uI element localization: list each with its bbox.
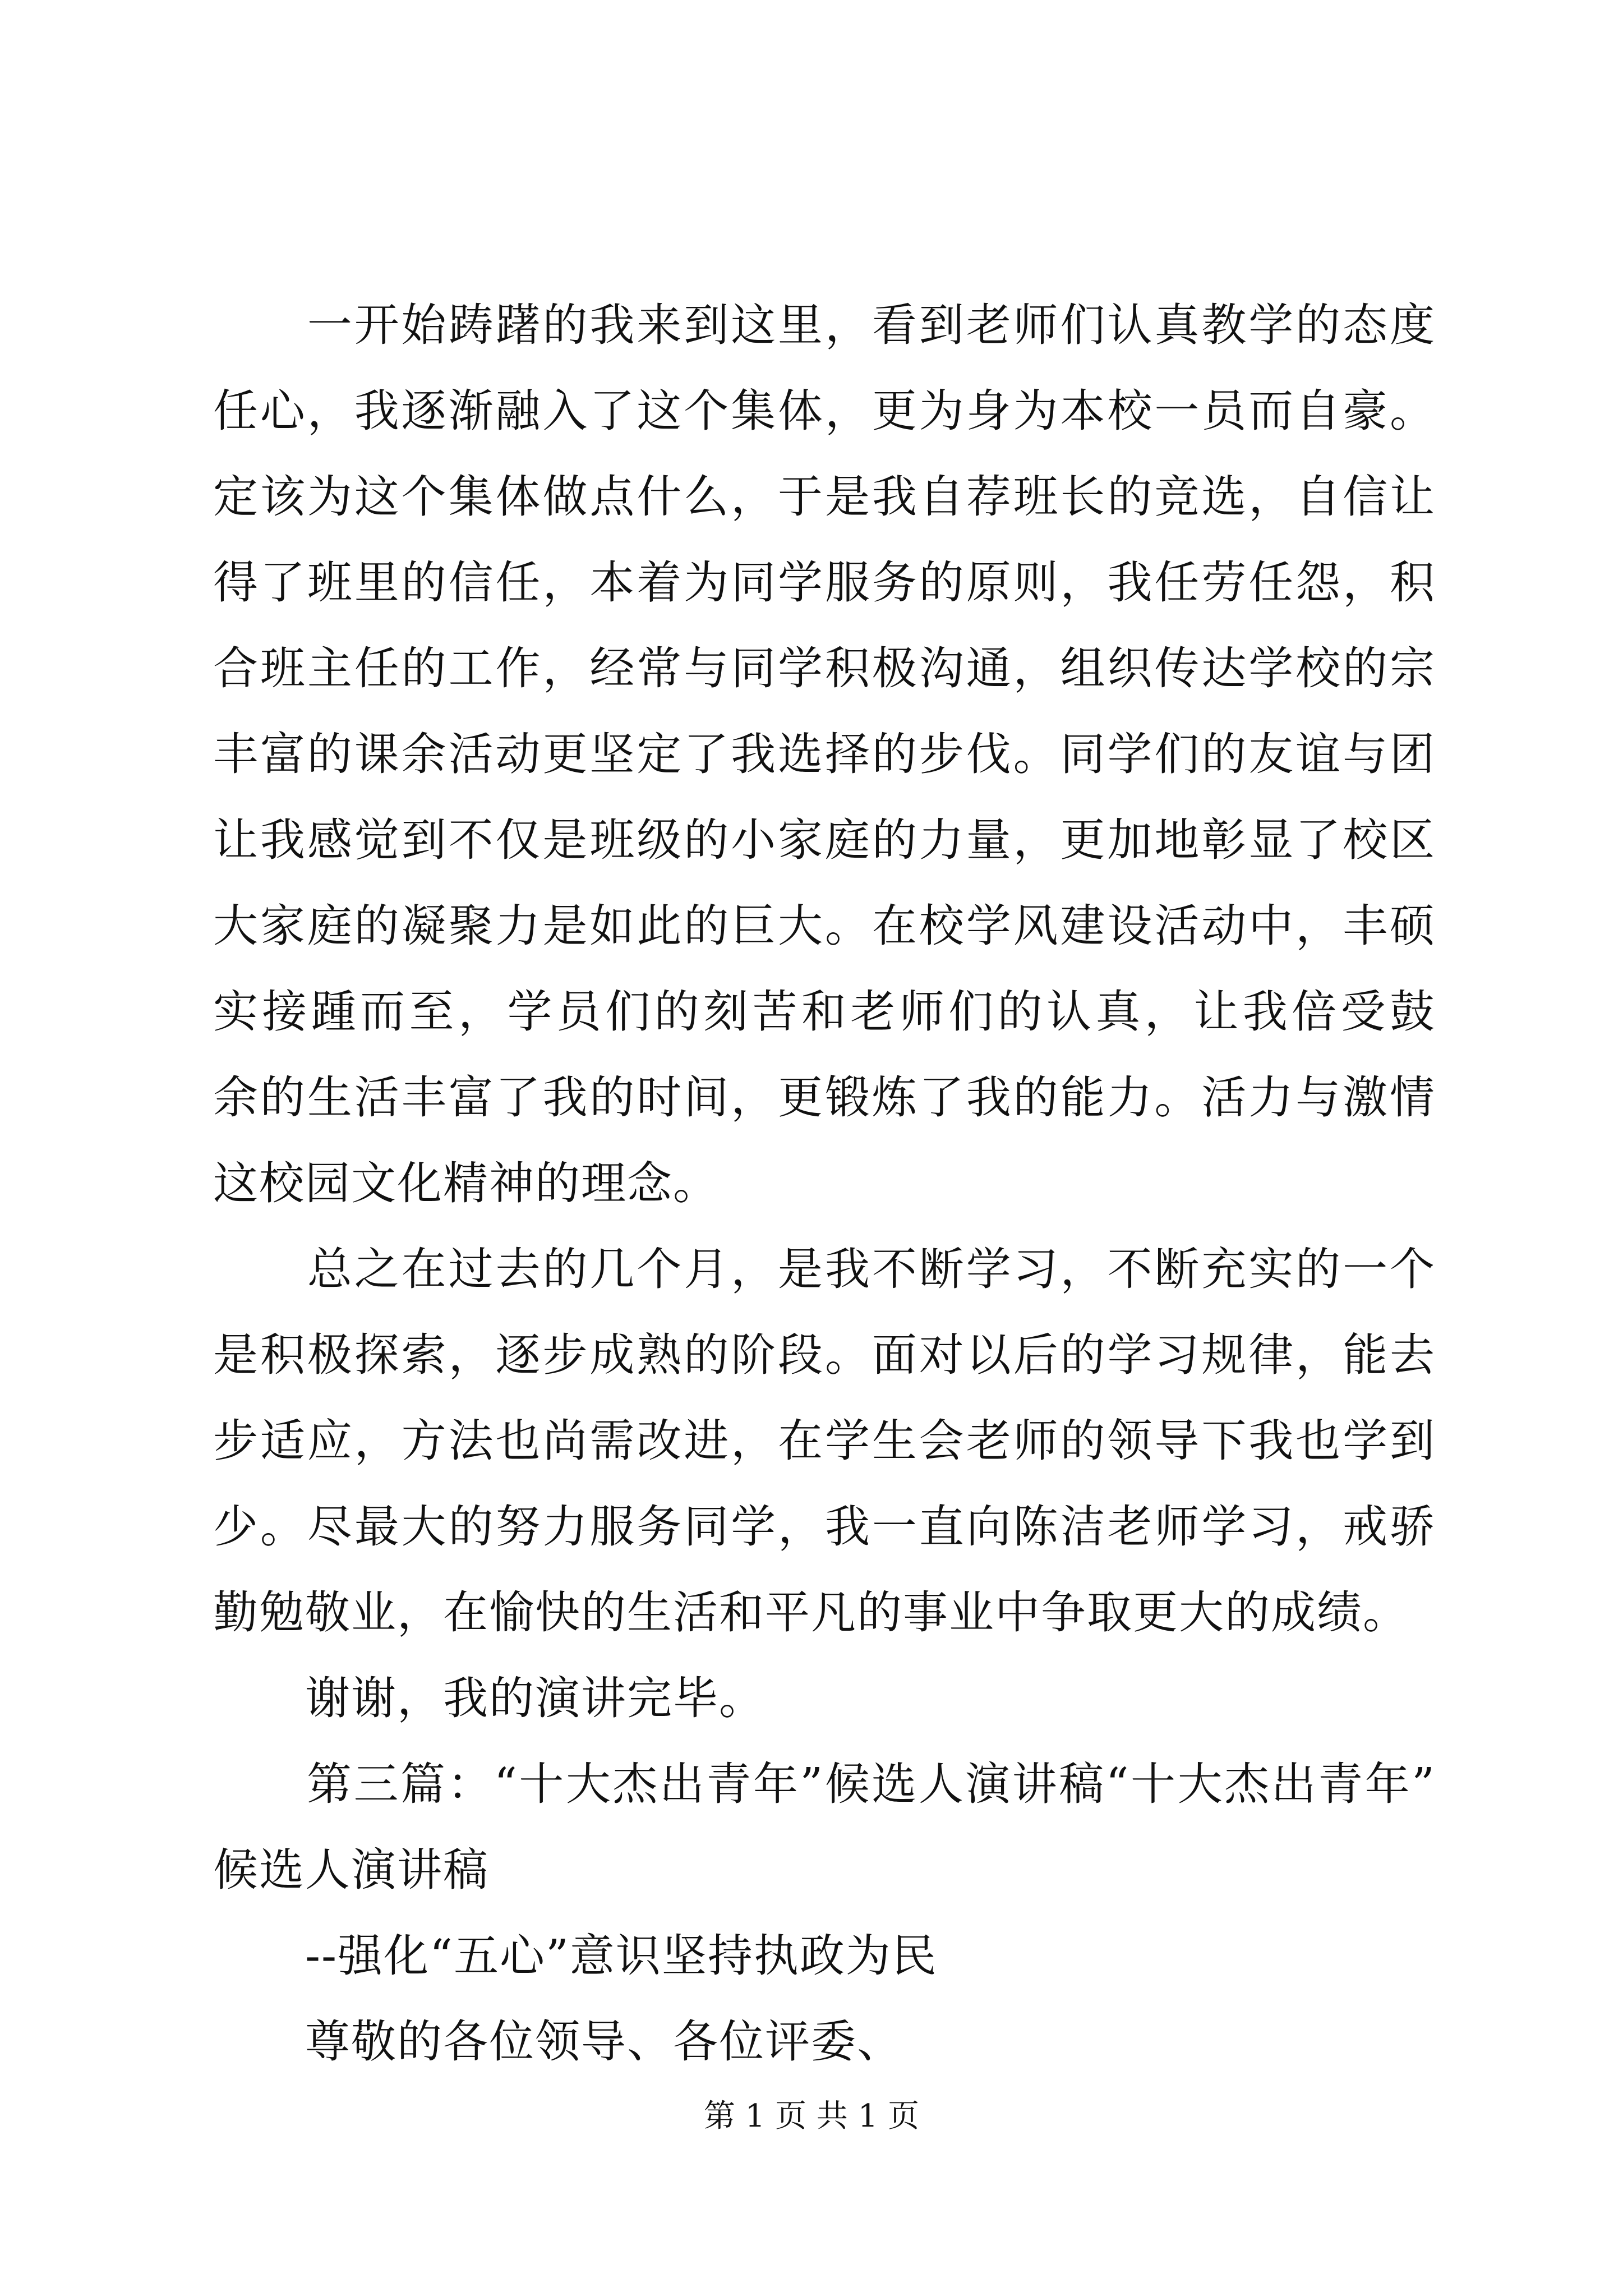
salutation-line: 尊敬的各位领导、各位评委、 <box>213 2016 903 2068</box>
paragraph-line: 实接踵而至，学员们的刻苦和老师们的认真，让我倍受鼓 <box>213 986 1436 1038</box>
paragraph-line: 步适应，方法也尚需改进，在学生会老师的领导下我也学到 <box>213 1415 1436 1467</box>
paragraph-line: 这校园文化精神的理念。 <box>213 1157 719 1209</box>
section-heading-line: 候选人演讲稿 <box>213 1844 489 1896</box>
paragraph-line: 任心，我逐渐融入了这个集体，更为身为本校一员而自豪。 <box>213 385 1436 437</box>
subtitle-line: --强化“五心”意识坚持执政为民 <box>213 1930 938 1982</box>
paragraph-line: 大家庭的凝聚力是如此的巨大。在校学风建设活动中，丰硕 <box>213 900 1436 952</box>
paragraph-line: 一开始踌躇的我来到这里，看到老师们认真教学的态度 <box>307 299 1436 351</box>
paragraph-line: 谢谢，我的演讲完毕。 <box>213 1672 765 1724</box>
paragraph-line: 总之在过去的几个月，是我不断学习，不断充实的一个 <box>307 1243 1436 1295</box>
paragraph-line: 得了班里的信任，本着为同学服务的原则，我任劳任怨，积 <box>213 556 1436 609</box>
paragraph-line: 丰富的课余活动更坚定了我选择的步伐。同学们的友谊与团 <box>213 728 1436 780</box>
paragraph-line: 定该为这个集体做点什么，于是我自荐班长的竞选，自信让 <box>213 471 1436 523</box>
paragraph-line: 让我感觉到不仅是班级的小家庭的力量，更加地彰显了校区 <box>213 814 1436 866</box>
paragraph-line: 合班主任的工作，经常与同学积极沟通，组织传达学校的宗 <box>213 642 1436 694</box>
paragraph-line: 是积极探索，逐步成熟的阶段。面对以后的学习规律，能去 <box>213 1329 1436 1381</box>
paragraph-line: 余的生活丰富了我的时间，更锻炼了我的能力。活力与激情 <box>213 1071 1436 1124</box>
paragraph-line: 少。尽最大的努力服务同学，我一直向陈洁老师学习，戒骄 <box>213 1501 1436 1553</box>
paragraph-line: 勤勉敬业，在愉快的生活和平凡的事业中争取更大的成绩。 <box>213 1586 1409 1639</box>
section-heading-line: 第三篇：“十大杰出青年”候选人演讲稿“十大杰出青年” <box>213 1758 1436 1810</box>
page-footer: 第 1 页 共 1 页 <box>703 2098 920 2134</box>
